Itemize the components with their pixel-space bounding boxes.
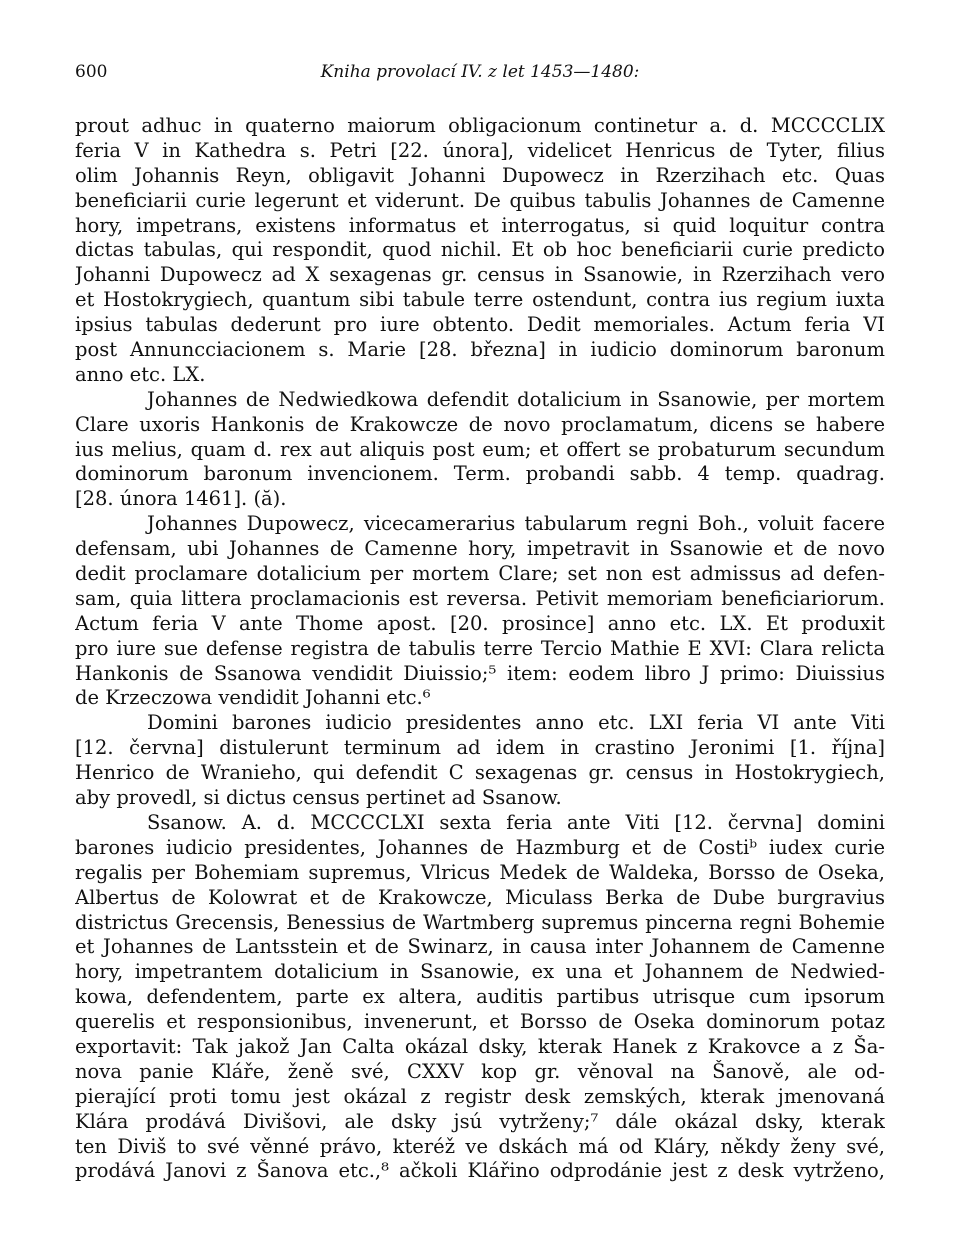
text-line: dictas tabulas, qui respondit, quod nichil. Et ob hoc beneficiarii curie predicto	[75, 238, 885, 262]
text-line: exportavit: Tak jakož Jan Calta okázal dsky, kterak Hanek z Krakovce a z Ša-	[75, 1034, 885, 1058]
text-line: et Johannes de Lantsstein et de Swinarz, in causa inter Johannem de Camenne	[75, 935, 885, 959]
text-line: Domini barones iudicio presidentes anno etc. LXI feria VI ante Viti	[147, 711, 885, 735]
text-line: ius melius, quam d. rex aut aliquis post eum; et offert se probaturum secundum	[75, 437, 885, 461]
page-header	[75, 62, 885, 86]
text-line: sam, quia littera proclamacionis est reversa. Petivit memoriam beneficiariorum.	[75, 586, 885, 610]
text-line: defensam, ubi Johannes de Camenne hory, impetravit in Ssanowie et de novo	[75, 537, 885, 561]
text-line: [28. února 1461]. (ă).	[75, 487, 287, 511]
text-line: aby provedl, si dictus census pertinet ad Ssanow.	[75, 786, 562, 810]
text-line: Johannes Dupowecz, vicecamerarius tabularum regni Boh., voluit facere	[147, 512, 885, 536]
text-line: Klára prodává Divišovi, ale dsky jsú vytrženy;⁷ dále okázal dsky, kterak	[75, 1109, 885, 1133]
text-line: dedit proclamare dotalicium per mortem Clare; set non est admissus ad defen-	[75, 562, 885, 586]
page-number: 600	[75, 62, 108, 82]
text-line: ipsius tabulas dederunt pro iure obtento. Dedit memoriales. Actum feria VI	[75, 313, 885, 337]
text-line: Hankonis de Ssanowa vendidit Diuissio;⁵ item: eodem libro J primo: Diuissius	[75, 661, 885, 685]
text-line: anno etc. LX.	[75, 362, 206, 386]
text-line: ten Diviš to své věnné právo, kteréž ve dskách má od Kláry, někdy ženy své,	[75, 1134, 885, 1158]
text-line: prout adhuc in quaterno maiorum obligacionum continetur a. d. MCCCCLIX	[75, 114, 885, 137]
text-line: Clare uxoris Hankonis de Krakowcze de novo proclamatum, dicens se habere	[75, 412, 885, 436]
text-line: Johanni Dupowecz ad X sexagenas gr. census in Ssanowie, in Rzerzihach vero	[75, 263, 885, 287]
text-line: beneficiarii curie legerunt et viderunt. De quibus tabulis Johannes de Camenne	[75, 188, 885, 212]
text-line: Actum feria V ante Thome apost. [20. prosince] anno etc. LX. Et produxit	[75, 611, 885, 635]
text-line: olim Johannis Reyn, obligavit Johanni Dupowecz in Rzerzihach etc. Quas	[75, 163, 885, 187]
text-line: Ssanow. A. d. MCCCCLXI sexta feria ante Viti [12. června] domini	[147, 810, 885, 834]
text-line: post Annuncciacionem s. Marie [28. března] in iudicio dominorum baronum	[75, 338, 885, 362]
text-line: feria V in Kathedra s. Petri [22. února], videlicet Henricus de Tyter, filius	[75, 138, 885, 162]
text-line: pierající proti tomu jest okázal z registr desk zemských, kterak jmenovaná	[75, 1084, 885, 1108]
text-line: hory, impetrantem dotalicium in Ssanowie, ex una et Johannem de Nedwied-	[75, 960, 885, 984]
text-line: pro iure sue defense registra de tabulis terre Tercio Mathie E XVI: Clara relicta	[75, 636, 885, 660]
text-line: nova panie Kláře, ženě své, CXXV kop gr. věnoval na Šanově, ale od-	[75, 1059, 885, 1083]
text-line: Albertus de Kolowrat et de Krakowcze, Miculass Berka de Dube burgravius	[75, 885, 885, 909]
text-line: regalis per Bohemiam supremus, Vlricus Medek de Waldeka, Borsso de Oseka,	[75, 860, 885, 884]
text-line: querelis et responsionibus, invenerunt, et Borsso de Oseka dominorum potaz	[75, 1010, 885, 1034]
text-line: kowa, defendentem, parte ex altera, auditis partibus utrisque cum ipsorum	[75, 985, 885, 1009]
text-line: et Hostokrygiech, quantum sibi tabule terre ostendunt, contra ius regium iuxta	[75, 288, 885, 312]
text-line: barones iudicio presidentes, Johannes de Hazmburg et de Costiᵇ iudex curie	[75, 835, 885, 859]
text-line: [12. června] distulerunt terminum ad idem in crastino Jeronimi [1. října]	[75, 736, 885, 760]
running-title: Kniha provolací IV. z let 1453—1480:	[320, 62, 640, 82]
text-line: Johannes de Nedwiedkowa defendit dotalicium in Ssanowie, per mortem	[147, 387, 885, 411]
text-line: hory, impetrans, existens informatus et interrogatus, si quid loquitur contra	[75, 213, 885, 237]
text-line: Henrico de Wranieho, qui defendit C sexagenas gr. census in Hostokrygiech,	[75, 761, 885, 785]
body-text	[75, 114, 885, 1184]
text-line: prodává Janovi z Šanova etc.,⁸ ačkoli Klářino odprodánie jest z desk vytrženo,	[75, 1159, 885, 1183]
text-line: districtus Grecensis, Benessius de Wartmberg supremus pincerna regni Bohemie	[75, 910, 885, 934]
text-line: dominorum baronum invencionem. Term. probandi sabb. 4 temp. quadrag.	[75, 462, 885, 486]
text-line: de Krzeczowa vendidit Johanni etc.⁶	[75, 686, 431, 710]
